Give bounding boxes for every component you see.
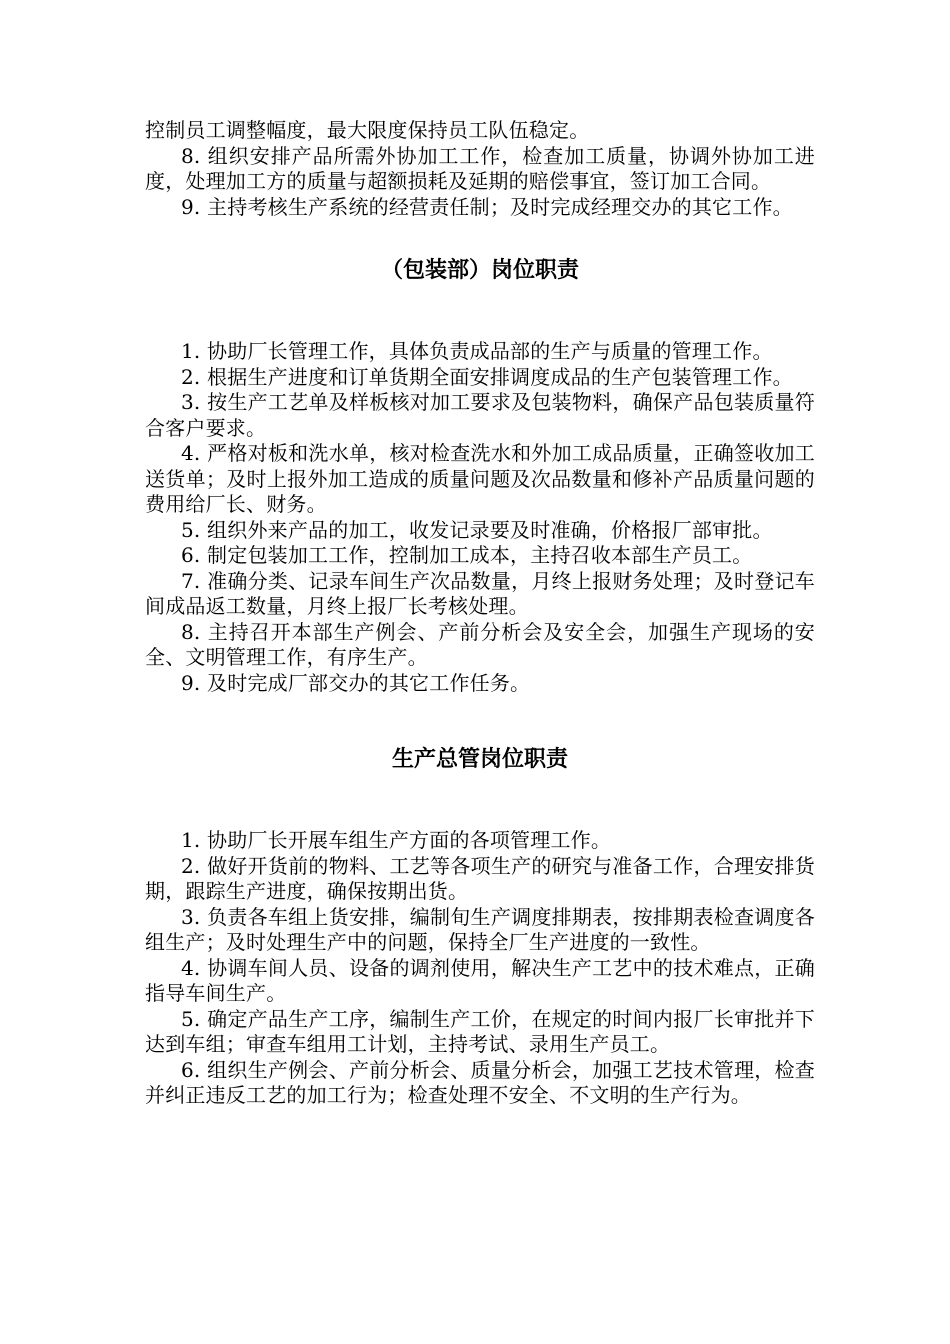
packaging-item-9: 9. 及时完成厂部交办的其它工作任务。 <box>181 670 531 695</box>
packaging-item-5: 5. 组织外来产品的加工，收发记录要及时准确，价格报厂部审批。 <box>181 517 773 542</box>
intro-paragraph-continuation: 控制员工调整幅度，最大限度保持员工队伍稳定。 <box>145 118 590 142</box>
production-item-4: 4. 协调车间人员、设备的调剂使用，解决生产工艺中的技术难点，正确指导车间生产。 <box>145 955 815 1005</box>
packaging-item-2: 2. 根据生产进度和订单货期全面安排调度成品的生产包装管理工作。 <box>181 364 793 389</box>
packaging-item-1: 1. 协助厂长管理工作，具体负责成品部的生产与质量的管理工作。 <box>181 339 773 363</box>
packaging-item-6: 6. 制定包装加工工作，控制加工成本，主持召收本部生产员工。 <box>181 543 753 567</box>
packaging-item-4: 4. 严格对板和洗水单，核对检查洗水和外加工成品质量，正确签收加工送货单；及时上报外加工造成的质量问题及次品数量和修补产品质量问题的费用给厂长、财务。 <box>145 441 815 516</box>
packaging-section-title: （包装部）岗位职责 <box>380 258 579 283</box>
document-body <box>145 118 815 1109</box>
packaging-item-3: 3. 按生产工艺单及样板核对加工要求及包装物料，确保产品包装质量符合客户要求。 <box>145 390 815 440</box>
production-item-1: 1. 协助厂长开展车组生产方面的各项管理工作。 <box>181 828 612 852</box>
production-item-2: 2. 做好开货前的物料、工艺等各项生产的研究与准备工作，合理安排货期，跟踪生产进度，确保按期出货。 <box>145 853 815 903</box>
production-section-title: 生产总管岗位职责 <box>391 747 568 772</box>
production-item-6: 6. 组织生产例会、产前分析会、质量分析会，加强工艺技术管理，检查并纠正违反工艺的加工行为；检查处理不安全、不文明的生产行为。 <box>145 1057 815 1107</box>
intro-item-8: 8. 组织安排产品所需外协加工工作，检查加工质量，协调外协加工进度，处理加工方的质量与超额损耗及延期的赔偿事宜，签订加工合同。 <box>145 143 815 193</box>
packaging-item-8: 8. 主持召开本部生产例会、产前分析会及安全会，加强生产现场的安全、文明管理工作，有序生产。 <box>145 619 815 669</box>
production-item-5: 5. 确定产品生产工序，编制生产工价，在规定的时间内报厂长审批并下达到车组；审查车组用工计划，主持考试、录用生产员工。 <box>145 1006 815 1056</box>
production-item-3: 3. 负责各车组上货安排，编制旬生产调度排期表，按排期表检查调度各组生产；及时处理生产中的问题，保持全厂生产进度的一致性。 <box>145 904 815 954</box>
intro-item-9: 9. 主持考核生产系统的经营责任制；及时完成经理交办的其它工作。 <box>181 194 793 219</box>
packaging-item-7: 7. 准确分类、记录车间生产次品数量，月终上报财务处理；及时登记车间成品返工数量，月终上报厂长考核处理。 <box>145 568 815 618</box>
